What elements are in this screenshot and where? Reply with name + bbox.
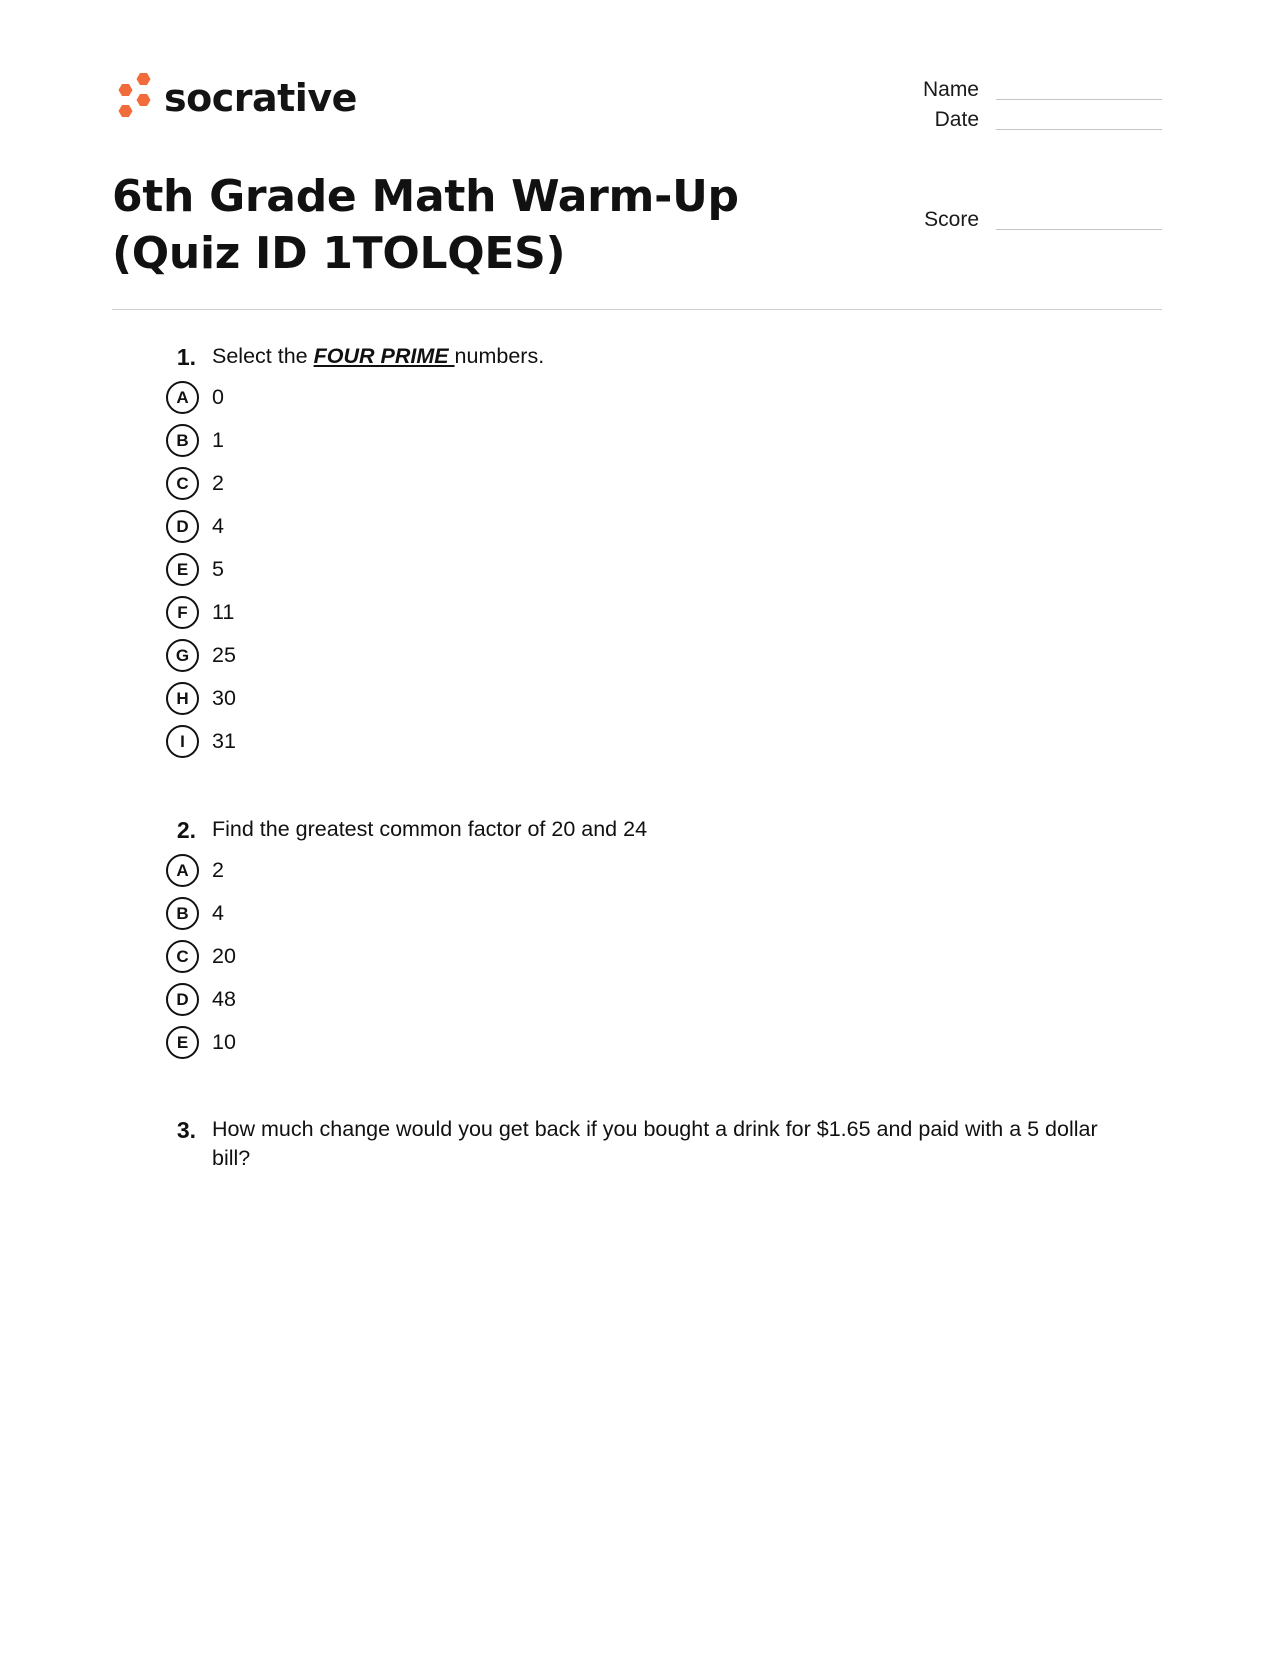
question-text-part: numbers.: [454, 344, 545, 368]
question-text-part: Select the: [212, 344, 314, 368]
answer-choice[interactable]: [160, 1026, 1140, 1069]
choice-text: 2: [212, 858, 224, 882]
choice-bubble[interactable]: I: [166, 725, 199, 758]
choice-bubble[interactable]: H: [166, 682, 199, 715]
choice-text: 31: [212, 729, 236, 753]
choice-bubble[interactable]: E: [166, 553, 199, 586]
choice-text: 11: [212, 600, 235, 624]
choice-bubble[interactable]: D: [166, 510, 199, 543]
choice-bubble[interactable]: B: [166, 897, 199, 930]
choice-bubble[interactable]: G: [166, 639, 199, 672]
answer-choice[interactable]: [160, 596, 1140, 639]
choice-bubble[interactable]: A: [166, 854, 199, 887]
choice-text: 30: [212, 686, 236, 710]
answer-choice[interactable]: [160, 424, 1140, 467]
answer-choice[interactable]: [160, 897, 1140, 940]
choice-text: 20: [212, 944, 236, 968]
answer-choice[interactable]: [160, 940, 1140, 983]
question-3-header: [160, 1115, 1140, 1173]
question-2-header: [160, 815, 1140, 845]
answer-choice[interactable]: [160, 381, 1140, 424]
question-number: 2.: [176, 817, 196, 843]
choice-bubble[interactable]: F: [166, 596, 199, 629]
question-2-text: Find the greatest common factor of 20 and 24: [212, 817, 648, 841]
answer-choices: [160, 381, 1140, 768]
answer-choice[interactable]: [160, 510, 1140, 553]
brand-name: socrative: [164, 76, 357, 120]
brand-logo: [112, 70, 357, 126]
date-label: Date: [934, 108, 979, 131]
choice-text: 2: [212, 471, 224, 495]
answer-choice[interactable]: [160, 467, 1140, 510]
choice-bubble[interactable]: C: [166, 940, 199, 973]
choice-bubble[interactable]: A: [166, 381, 199, 414]
question-1-header: [160, 342, 1140, 372]
choice-text: 48: [212, 987, 236, 1011]
choice-bubble[interactable]: B: [166, 424, 199, 457]
question-2: [160, 815, 1140, 1069]
hexagon-cluster-logo-icon: [112, 72, 154, 124]
answer-choice[interactable]: [160, 639, 1140, 682]
question-3: [160, 1115, 1140, 1173]
date-field[interactable]: [902, 100, 1162, 130]
name-label: Name: [922, 78, 979, 101]
answer-choice[interactable]: [160, 854, 1140, 897]
name-field[interactable]: [902, 70, 1162, 100]
question-1: [160, 342, 1140, 768]
choice-text: 10: [212, 1030, 236, 1054]
date-line[interactable]: [996, 129, 1162, 130]
choice-text: 4: [212, 901, 224, 925]
choice-bubble[interactable]: D: [166, 983, 199, 1016]
answer-choice[interactable]: [160, 725, 1140, 768]
score-label: Score: [924, 208, 979, 231]
score-line[interactable]: [996, 229, 1162, 230]
answer-choice[interactable]: [160, 682, 1140, 725]
answer-choice[interactable]: [160, 553, 1140, 596]
choice-text: 0: [212, 385, 224, 409]
answer-choices: [160, 854, 1140, 1069]
header-divider: [112, 309, 1162, 310]
choice-text: 4: [212, 514, 224, 538]
question-emphasis: FOUR PRIME: [313, 344, 455, 368]
question-3-text: How much change would you get back if you bought a drink for $1.65 and paid with a 5 dollar bill?: [212, 1117, 1098, 1170]
choice-bubble[interactable]: C: [166, 467, 199, 500]
choice-text: 5: [212, 557, 224, 581]
score-field[interactable]: [902, 200, 1162, 230]
choice-text: 25: [212, 643, 236, 667]
question-1-text: [212, 342, 1140, 371]
choice-bubble[interactable]: E: [166, 1026, 199, 1059]
question-number: 3.: [176, 1117, 196, 1143]
answer-choice[interactable]: [160, 983, 1140, 1026]
choice-text: 1: [212, 428, 224, 452]
quiz-title: 6th Grade Math Warm-Up (Quiz ID 1TOLQES): [112, 171, 739, 279]
question-number: 1.: [176, 344, 196, 370]
